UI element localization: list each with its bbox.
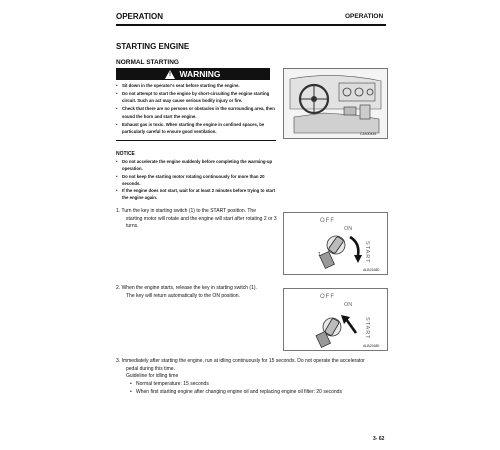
step-text-continued: pedal during this time. [126, 365, 175, 372]
step-number: 3. [116, 358, 121, 364]
step-number: 1. [116, 208, 121, 214]
starting-switch-start-illustration [283, 212, 388, 275]
step-text-continued: starting motor will rotate and the engine will start after rotating 2 or 3 turns. [126, 215, 277, 229]
key-on-label: ON [344, 226, 353, 232]
warning-bottom-rule [116, 140, 276, 141]
step-text-continued: The key will return automatically to the ON position. [126, 292, 240, 299]
key-off-label: OFF [320, 218, 335, 224]
step-text: Immediately after starting the engine, run at idling continuously for 15 seconds. Do not operate the accelerator [121, 358, 365, 364]
warning-item: • Sit down in the operator's seat before starting the engine. [116, 82, 276, 90]
notice-title: NOTICE [116, 151, 135, 157]
figure3-code: ALB21680 [363, 344, 380, 348]
idling-time-item: • Normal temperature: 15 seconds [130, 381, 342, 389]
idling-guideline-label: Guideline for idling time [126, 373, 179, 379]
warning-item: • Do not attempt to start the engine by short-circuiting the engine starting circuit. Such an act may cause serious bodily injury or fire. [116, 90, 276, 105]
warning-title: WARNING [179, 69, 221, 79]
starting-switch-return-illustration [283, 288, 388, 351]
notice-item: • Do not accelerate the engine suddenly before completing the warming-up operation. [116, 158, 281, 173]
warning-list [116, 82, 276, 136]
warning-banner [116, 68, 270, 80]
key-start-label: START [364, 317, 370, 340]
step-text: When the engine starts, release the key in starting switch (1). [121, 285, 257, 291]
figure1-code: CJA00444 [360, 132, 377, 136]
notice-item: • If the engine does not start, wait for at least 2 minutes before trying to start the engine again. [116, 187, 281, 202]
idling-time-item: • When first starting engine after changing engine oil and replacing engine oil filter: 20 seconds [130, 389, 342, 397]
notice-item: • Do not keep the starting motor rotating continuously for more than 20 seconds. [116, 173, 281, 188]
idling-time-list [130, 381, 342, 396]
step-text: Turn the key in starting switch (1) to the START position. The [121, 208, 256, 214]
step-3 [116, 358, 388, 381]
figure2-code: ALB21680 [363, 268, 380, 272]
operator-cab-illustration [283, 68, 388, 139]
header-rule [116, 24, 386, 26]
key-off-label: OFF [320, 294, 335, 300]
section-title: STARTING ENGINE [116, 42, 190, 51]
header-right-title: OPERATION [345, 13, 384, 20]
subsection-title: NORMAL STARTING [116, 59, 179, 66]
notice-list [116, 158, 281, 202]
warning-item: • Exhaust gas is toxic. When starting the engine in confined spaces, be particularly careful to ensure good ventilation. [116, 121, 276, 136]
warning-triangle-icon: ! [165, 70, 175, 79]
step-2 [116, 285, 278, 300]
switch-number-label: 1 [318, 252, 321, 258]
header-left-title: OPERATION [116, 12, 163, 21]
step-1 [116, 208, 278, 231]
key-start-label: START [364, 241, 370, 264]
warning-item: • Check that there are no persons or obstacles in the surrounding area, then sound the horn and start the engine. [116, 105, 276, 120]
page-number: 3- 62 [373, 436, 385, 442]
key-on-label: ON [344, 302, 353, 308]
step-number: 2. [116, 285, 121, 291]
